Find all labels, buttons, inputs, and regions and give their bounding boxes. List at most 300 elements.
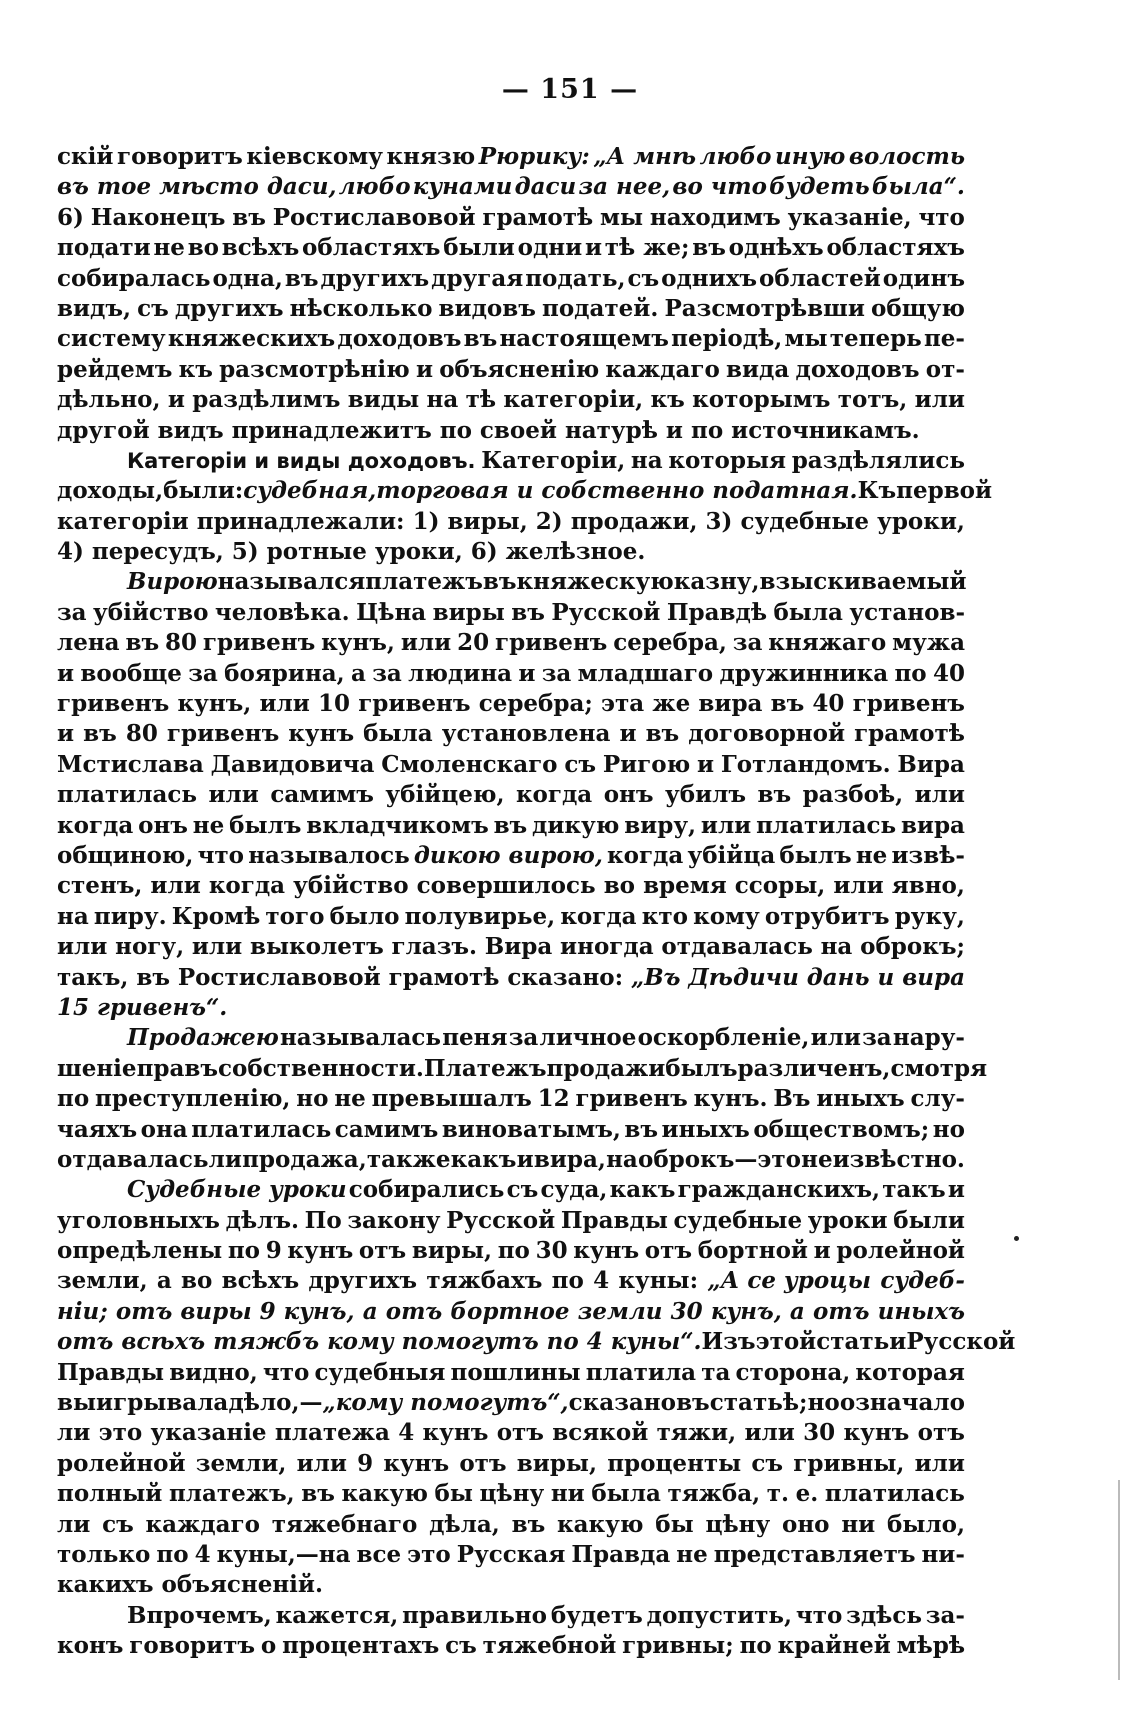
word: были — [893, 1206, 965, 1234]
word: за — [862, 1024, 892, 1052]
word: въ — [493, 811, 528, 839]
text-line — [57, 902, 965, 932]
word: говоритъ — [116, 143, 243, 170]
word: виры, — [411, 1237, 493, 1265]
word: бы — [655, 1510, 694, 1538]
word: за — [541, 659, 572, 687]
word: Вирою — [127, 568, 218, 596]
word: первой — [896, 477, 993, 505]
word: отъ — [813, 1297, 870, 1325]
word: уроки, — [877, 507, 965, 535]
word: называлось — [248, 841, 410, 869]
word: была“. — [871, 173, 965, 201]
text-line — [57, 355, 965, 385]
word: въ — [136, 963, 170, 991]
word: куны,—на — [216, 1540, 351, 1568]
word: въ — [301, 1480, 335, 1508]
word: иныхъ — [816, 1085, 905, 1113]
word: 40 — [932, 659, 965, 687]
text-line — [57, 1358, 965, 1388]
word: какихъ объясненій. — [57, 1571, 323, 1599]
word: каждаго — [605, 355, 720, 383]
word: областяхъ — [826, 234, 965, 262]
word: дикою вирою, — [413, 841, 603, 869]
word: подать, — [525, 264, 626, 292]
word: въ тое мѣсто даси, — [57, 173, 337, 201]
word: областей — [759, 264, 881, 292]
word: 80 — [125, 720, 158, 748]
text-line — [57, 1236, 965, 1266]
word: какъ — [450, 1145, 517, 1173]
text-line — [57, 446, 965, 476]
word: или — [833, 872, 884, 900]
word: Платежъ — [423, 1054, 547, 1082]
word: одинъ — [882, 264, 965, 292]
word: общиною, — [57, 841, 194, 869]
word: Продажею — [127, 1024, 279, 1052]
word: къ — [650, 386, 685, 414]
text-line — [57, 294, 965, 324]
word: сторона, — [735, 1358, 851, 1386]
word: 3) — [705, 507, 733, 535]
word: княжаго — [768, 629, 887, 657]
word: судебные — [740, 507, 870, 535]
word: онъ — [138, 811, 188, 839]
word: за- — [925, 1601, 965, 1629]
word: объясненію — [439, 355, 600, 383]
word: дикую — [532, 811, 620, 839]
word: кунъ — [288, 720, 355, 748]
word: 4 — [593, 1267, 610, 1295]
word: и — [167, 386, 185, 414]
word: Давидовича — [210, 750, 375, 778]
word: княжескую — [516, 568, 674, 596]
word: или — [914, 386, 965, 414]
word: тѣ же; — [604, 234, 690, 262]
word: другихъ — [308, 1267, 418, 1295]
word: тяжебной — [482, 1632, 617, 1660]
word: 1) — [412, 507, 440, 535]
word: не — [676, 1540, 708, 1568]
word: указаніе — [150, 1419, 267, 1447]
word: статьѣ; — [709, 1389, 808, 1417]
page-edge-shadow — [1118, 1480, 1120, 1680]
word: но — [807, 1389, 840, 1417]
word: пошлины — [450, 1358, 581, 1386]
word: оно — [781, 1510, 830, 1538]
word: въ — [692, 234, 726, 262]
word: или — [296, 1449, 347, 1477]
word: говоритъ — [129, 1632, 256, 1660]
word: кунъ, — [177, 690, 252, 718]
word: правильно — [402, 1601, 547, 1629]
word: судебная, — [243, 477, 377, 505]
word: „А мнѣ — [593, 143, 697, 170]
text-line — [57, 1145, 965, 1175]
word: отъ — [459, 1449, 507, 1477]
word: виры, — [516, 1449, 597, 1477]
word: называлась — [279, 1024, 442, 1052]
word: отъ — [358, 1237, 407, 1265]
word: и — [619, 720, 637, 748]
word: волость — [848, 143, 965, 170]
word: допустить, — [646, 1601, 793, 1629]
word: назывался — [217, 568, 366, 596]
word: гривенъ — [575, 1085, 688, 1113]
word: мы — [600, 203, 644, 231]
word: 4 — [398, 1419, 415, 1447]
word: въ — [83, 720, 117, 748]
word: 12 — [537, 1085, 570, 1113]
word: разбоѣ, — [802, 781, 904, 809]
text-line — [57, 1479, 965, 1509]
word: однихъ — [661, 264, 758, 292]
word: иныхъ — [661, 1115, 750, 1143]
word: кунъ — [573, 1237, 640, 1265]
word: платилась — [57, 781, 197, 809]
word: кто — [641, 902, 688, 930]
word: за — [372, 659, 402, 687]
word: грамотѣ — [388, 963, 500, 991]
word: податей. — [541, 294, 659, 322]
word: личное — [539, 1024, 637, 1052]
word: установлена — [441, 720, 611, 748]
word: виры — [432, 598, 505, 626]
word: съ — [137, 294, 169, 322]
text-line — [57, 142, 965, 172]
word: смотря — [890, 1054, 988, 1082]
word: рейдемъ — [57, 355, 173, 383]
word: другой видъ принадлежитъ по своей натурѣ и по источникамъ. — [57, 416, 920, 444]
word: Судебные уроки — [127, 1176, 347, 1204]
word: въ — [645, 720, 680, 748]
word: 15 гривенъ“. — [57, 993, 228, 1021]
word: крайней — [777, 1632, 891, 1660]
word: по — [894, 659, 927, 687]
text-line — [57, 203, 965, 233]
word: тотъ, — [837, 386, 908, 414]
word: пеня — [442, 1024, 508, 1052]
word: кунами — [412, 173, 513, 201]
word: 20 — [457, 629, 490, 657]
text-line — [57, 963, 965, 993]
word: былъ — [779, 841, 852, 869]
word: 4) пересудъ, 5) ротные уроки, 6) желѣзное. — [57, 538, 646, 566]
text-line — [57, 659, 965, 689]
word: 6) — [57, 203, 84, 231]
word: вообще — [80, 659, 182, 687]
word: обществомъ; — [753, 1115, 930, 1143]
word: такъ — [882, 1176, 946, 1204]
word: „Въ — [631, 963, 681, 991]
word: серебра, — [613, 629, 727, 657]
word: иныхъ — [877, 1297, 965, 1325]
word: а — [156, 1267, 172, 1295]
word: Русская — [456, 1540, 566, 1568]
word: это — [407, 1540, 451, 1568]
word: продажи — [546, 1054, 666, 1082]
word: скій — [57, 143, 114, 170]
word: или — [259, 690, 310, 718]
word: собирались — [348, 1176, 505, 1204]
word: Къ — [857, 477, 897, 505]
word: въ — [284, 264, 319, 292]
word: Ростиславовой — [272, 203, 476, 231]
word: судебныя — [314, 1358, 446, 1386]
word: гривны; — [622, 1632, 734, 1660]
text-line — [57, 1023, 965, 1053]
word: по — [156, 1540, 189, 1568]
text-line — [57, 780, 965, 810]
word: по — [497, 1237, 530, 1265]
word: платила — [585, 1358, 697, 1386]
word: Изъ — [701, 1328, 756, 1356]
word: неизвѣстно. — [801, 1145, 965, 1173]
word: 9 — [357, 1449, 374, 1477]
word: Ростиславовой — [177, 963, 381, 991]
word: Цѣна — [356, 598, 427, 626]
word: тяжба, — [667, 1480, 761, 1508]
word: сказано: — [507, 963, 624, 991]
word: дѣло,—„кому помогутъ“, — [228, 1389, 569, 1417]
word: и — [415, 355, 433, 383]
word: княжескихъ — [167, 325, 336, 353]
word: по — [227, 1237, 261, 1265]
word: нѣсколько — [289, 294, 433, 322]
word: доходовъ — [795, 355, 920, 383]
word: видъ, — [57, 294, 132, 322]
text-line — [57, 1570, 965, 1600]
word: на — [606, 1145, 638, 1173]
word: договорной — [688, 720, 846, 748]
word: взыскиваемый — [759, 568, 967, 596]
word: въ — [125, 629, 160, 657]
text-line — [57, 811, 965, 841]
word: мѣрѣ — [896, 1632, 965, 1660]
word: гривенъ — [202, 629, 316, 657]
word: на — [57, 902, 89, 930]
word: слу- — [910, 1085, 965, 1113]
word: 30 — [670, 1297, 703, 1325]
word: дань — [806, 963, 870, 991]
word: самимъ — [270, 781, 374, 809]
word: 2) — [535, 507, 563, 535]
text-line — [57, 416, 965, 446]
word: отъ — [385, 1297, 443, 1325]
word: съ — [627, 264, 660, 292]
word: не — [153, 234, 185, 262]
word: а — [351, 659, 366, 687]
word: пиру. — [93, 902, 167, 930]
text-line — [57, 1418, 965, 1448]
word: къ — [178, 355, 213, 383]
text-line — [57, 932, 965, 962]
text-line — [57, 1449, 965, 1479]
word: Мстислава — [57, 750, 204, 778]
word: вира — [900, 811, 965, 839]
word: нiи; — [57, 1297, 108, 1325]
word: или — [810, 1024, 861, 1052]
text-line — [57, 1327, 1016, 1357]
word: всѣхъ — [221, 1267, 300, 1295]
word: была — [591, 1480, 661, 1508]
word: или — [208, 781, 259, 809]
word: закону — [347, 1206, 441, 1234]
word: ролейной — [57, 1449, 186, 1477]
word: вида — [726, 355, 790, 383]
word: Кромѣ — [171, 902, 261, 930]
word: суда, — [540, 1176, 608, 1204]
word: 4 — [194, 1540, 211, 1568]
word: явно, — [891, 872, 965, 900]
word: мужа — [892, 629, 965, 657]
word: нару- — [892, 1024, 965, 1052]
word: за — [188, 659, 218, 687]
word: эта — [601, 690, 645, 718]
word: мы — [784, 325, 828, 353]
word: за нее, — [578, 173, 671, 201]
word: когда — [560, 902, 637, 930]
text-line — [57, 324, 965, 354]
word: по — [551, 1267, 584, 1295]
word: или — [744, 1419, 795, 1447]
word: отъ — [644, 1237, 693, 1265]
word: и — [57, 720, 75, 748]
word: означало — [839, 1389, 965, 1417]
word: была — [773, 598, 843, 626]
word: подати — [57, 234, 151, 262]
word: когда — [57, 811, 134, 839]
word: будетъ — [550, 1601, 643, 1629]
word: убійство — [93, 598, 209, 626]
word: ни- — [921, 1540, 965, 1568]
word: т. — [766, 1480, 790, 1508]
word: періодѣ, — [671, 325, 783, 353]
word: 10 — [318, 690, 351, 718]
word: когда — [607, 841, 684, 869]
word: платилась — [824, 1480, 965, 1508]
word: отрубитъ — [764, 902, 890, 930]
word: полный — [57, 1480, 163, 1508]
word: это — [98, 1419, 143, 1447]
word: правъ — [136, 1054, 219, 1082]
word: извѣ- — [891, 841, 965, 869]
word: но — [296, 1085, 329, 1113]
word: бортной — [697, 1237, 808, 1265]
word: отдавалась — [661, 933, 813, 961]
word: тяжбахъ — [426, 1267, 543, 1295]
word: Русской — [446, 1206, 556, 1234]
word: виноватымъ, — [441, 1115, 621, 1143]
word: все — [356, 1540, 402, 1568]
word: кому — [693, 902, 760, 930]
word: что — [795, 1601, 843, 1629]
word: кунъ, — [321, 629, 395, 657]
word: была — [363, 720, 433, 748]
word: же — [652, 690, 691, 718]
word: когда — [515, 781, 593, 809]
word: казну, — [673, 568, 760, 596]
word: ли — [208, 1145, 242, 1173]
word: пе- — [923, 325, 965, 353]
word: дружинника — [719, 659, 889, 687]
word: было — [329, 902, 400, 930]
word: ли — [57, 1419, 91, 1447]
word: виры, — [447, 507, 528, 535]
word: и — [877, 963, 895, 991]
text-line — [57, 1510, 965, 1540]
word: руку, — [894, 902, 965, 930]
word: 40 — [812, 690, 845, 718]
text-line — [57, 993, 965, 1023]
word: вира — [698, 690, 763, 718]
word: за — [508, 1024, 539, 1052]
word: кунъ. — [693, 1085, 768, 1113]
text-line — [57, 1175, 965, 1205]
word: кажется, — [275, 1601, 399, 1629]
word: одни — [517, 234, 583, 262]
word: каждаго — [145, 1510, 260, 1538]
word: лена — [57, 629, 120, 657]
word: Вира — [484, 933, 553, 961]
word: Русской — [551, 598, 661, 626]
word: раздѣлялись — [791, 446, 965, 474]
word: ролейной — [836, 1237, 965, 1265]
word: виды — [347, 386, 420, 414]
word: конъ — [57, 1632, 124, 1660]
word: или — [914, 1449, 965, 1477]
word: во — [603, 872, 636, 900]
word: во — [181, 1267, 213, 1295]
word: кунъ — [843, 1419, 910, 1447]
word: съ — [506, 1176, 539, 1204]
word: любо — [699, 143, 772, 170]
word: что — [918, 203, 965, 231]
word: от- — [925, 355, 965, 383]
word: Въ — [773, 1085, 811, 1113]
word: въ — [770, 690, 805, 718]
word: Категоріи и виды доходовъ. — [127, 448, 476, 473]
word: не — [855, 841, 888, 869]
word: серебра; — [478, 690, 593, 718]
text-line — [57, 476, 993, 506]
word: другихъ — [174, 294, 284, 322]
word: людина — [408, 659, 513, 687]
word: этой — [755, 1328, 817, 1356]
word: не — [334, 1085, 366, 1113]
word: превышалъ — [371, 1085, 532, 1113]
word: доходы, — [57, 477, 164, 505]
word: что — [262, 1358, 310, 1386]
word: ни — [550, 1480, 585, 1508]
word: гривенъ — [852, 690, 965, 718]
word: сказано — [568, 1389, 676, 1417]
word: были: — [163, 477, 244, 505]
word: гривенъ — [494, 629, 608, 657]
text-line — [57, 750, 965, 780]
word: и — [584, 234, 603, 262]
word: судеб- — [880, 1267, 965, 1295]
word: глазъ. — [391, 933, 478, 961]
word: съ — [445, 1632, 477, 1660]
word: грамотѣ — [482, 203, 594, 231]
word: выколетъ — [249, 933, 384, 961]
word: различенъ, — [737, 1054, 891, 1082]
word: и — [697, 750, 715, 778]
word: торговая и собственно податная. — [376, 477, 858, 505]
word: всякой — [552, 1419, 649, 1447]
word: и — [813, 1237, 831, 1265]
